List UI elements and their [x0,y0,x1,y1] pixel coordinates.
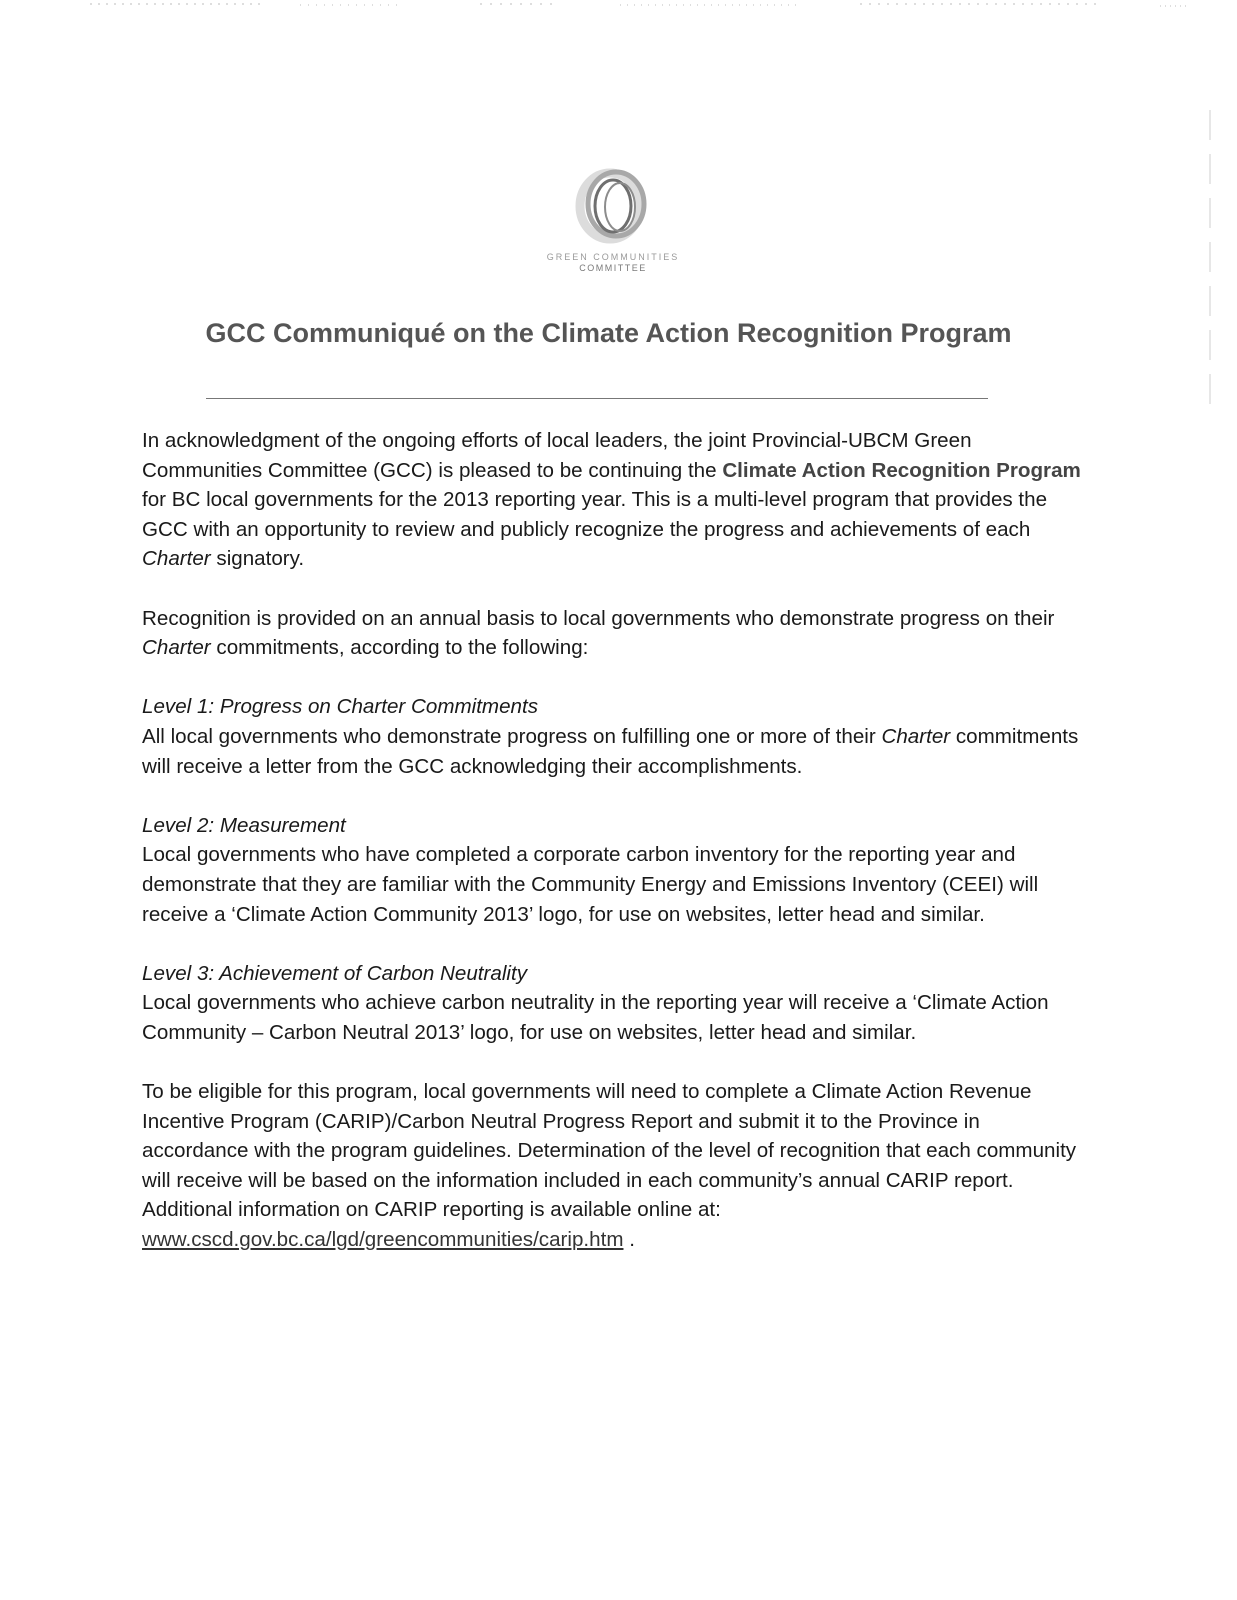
document-title: GCC Communiqué on the Climate Action Recognition Program [205,318,1012,348]
carip-link[interactable]: www.cscd.gov.bc.ca/lgd/greencommunities/carip.htm [142,1228,624,1252]
logo-text-line1: GREEN COMMUNITIES [546,252,680,262]
recognition-text-end: commitments, according to the following: [210,636,589,660]
level-3-heading: Level 3: Achievement of Carbon Neutrality [142,961,527,985]
eligibility-text: To be eligible for this program, local governments will need to complete a Climate Action Revenue Incentive Program (CARIP)/Carbon Neutral Progress Report and submit it to the Province in accordance with the program guidelines. Determination of the level of recognition that each community will receive will be based on the information included in each community’s annual CARIP report. Additional information on CARIP reporting is available online at: [142,1080,1077,1222]
rings-logo-icon [558,166,668,246]
title-divider [206,398,988,399]
level-2-heading: Level 2: Measurement [142,813,346,837]
charter-term: Charter [142,547,211,571]
intro-paragraph [142,426,1092,574]
intro-text-start: In acknowledgment of the ongoing efforts of local leaders, the joint Provincial-UBCM Green Communities Committee (GCC) is pleased to be continuing the [142,429,972,482]
intro-text-end: signatory. [210,547,305,571]
charter-term: Charter [142,636,211,660]
level-2-description: Local governments who have completed a corporate carbon inventory for the reporting year and demonstrate that they are familiar with the Community Energy and Emissions Inventory (CEEI) will receive a ‘Climate Action Community 2013’ logo, for use on websites, letter head and similar. [142,843,1039,926]
recognition-paragraph [142,604,1092,663]
level-1-text-start: All local governments who demonstrate progress on fulfilling one or more of their [142,724,882,748]
level-1-heading: Level 1: Progress on Charter Commitments [142,695,539,719]
charter-term: Charter [881,724,951,748]
level-1-description [142,722,1092,781]
logo-text-line2: COMMITTEE [579,263,647,273]
eligibility-paragraph [142,1077,1092,1255]
document-body [142,426,1092,1255]
committee-logo [538,166,688,274]
intro-text-middle: for BC local governments for the 2013 reporting year. This is a multi-level program that provides the GCC with an opportunity to review and publicly recognize the progress and achievements of each [142,488,1048,541]
level-3-description: Local governments who achieve carbon neutrality in the reporting year will receive a ‘Climate Action Community – Carbon Neutral 2013’ logo, for use on websites, letter head and similar. [142,991,1049,1044]
eligibility-end: . [623,1228,635,1252]
scan-edge-line [1209,110,1211,410]
level-1-text-end: commitments will receive a letter from the GCC acknowledging their accomplishments. [142,724,1079,778]
scan-artifact-marks [0,0,1237,20]
recognition-text-start: Recognition is provided on an annual basis to local governments who demonstrate progress on their [142,606,1055,630]
program-name: Climate Action Recognition Program [722,458,1081,482]
